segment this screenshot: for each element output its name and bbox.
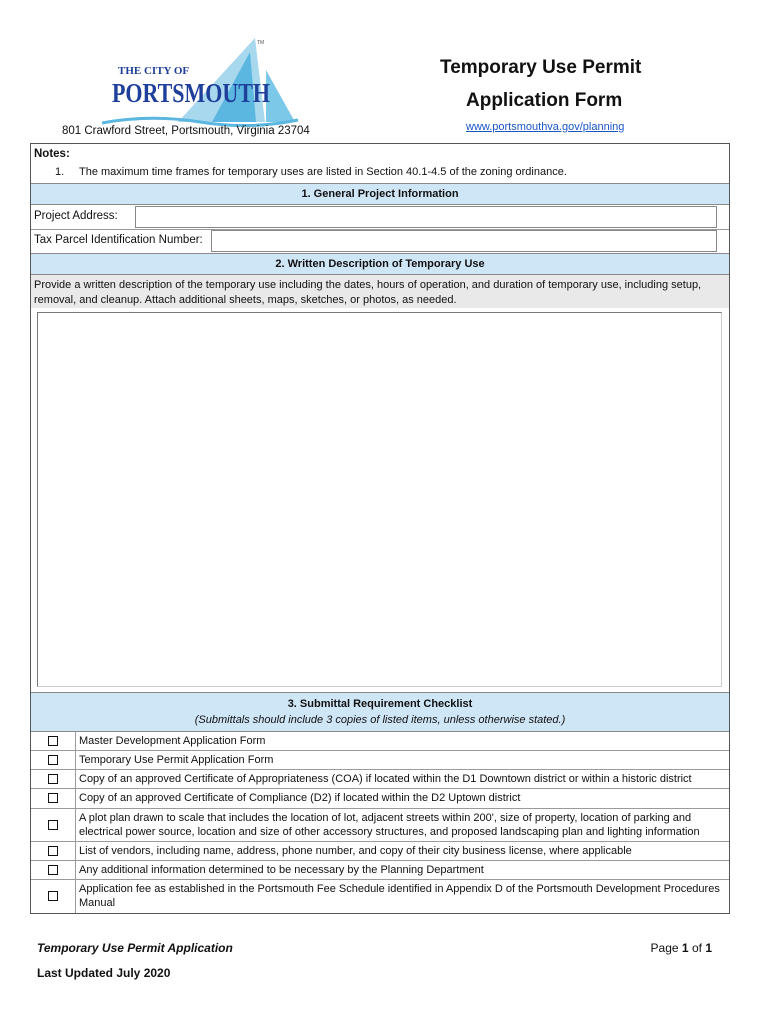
checkbox[interactable] (48, 793, 58, 803)
checklist-item (31, 861, 729, 880)
note-number: 1. (55, 166, 65, 178)
checkbox-cell (31, 842, 76, 860)
checklist-item-text: List of vendors, including name, address, phone number, and copy of their city business license, where applicable (79, 845, 632, 857)
section3-title: 3. Submittal Requirement Checklist (287, 698, 473, 710)
project-address-field[interactable] (135, 206, 717, 228)
checklist-item (31, 732, 729, 751)
checkbox-cell (31, 732, 76, 750)
checklist-item (31, 809, 729, 842)
checkbox[interactable] (48, 865, 58, 875)
checkbox-cell (31, 809, 76, 841)
footer-doc-title: Temporary Use Permit Application (37, 941, 233, 955)
checklist-item (31, 880, 729, 913)
checklist-item (31, 789, 729, 809)
sail-small-icon (266, 70, 295, 122)
page-current: 1 (681, 941, 689, 955)
checkbox-cell (31, 751, 76, 769)
checklist-item-text: Application fee as established in the Portsmouth Fee Schedule identified in Appendix D of the Portsmouth Development Procedures Manual (79, 883, 720, 909)
page-of: of (691, 941, 702, 955)
checklist-item-text: Any additional information determined to be necessary by the Planning Department (79, 864, 484, 876)
city-address: 801 Crawford Street, Portsmouth, Virginia 23704 (62, 125, 310, 137)
footer-updated: Last Updated July 2020 (37, 966, 171, 980)
page-word: Page (650, 941, 679, 955)
checkbox[interactable] (48, 755, 58, 765)
checkbox-cell (31, 770, 76, 788)
checklist-item (31, 751, 729, 770)
page-total: 1 (705, 941, 712, 955)
checkbox[interactable] (48, 846, 58, 856)
checklist (31, 732, 729, 913)
city-logo (100, 30, 300, 130)
logo-main-text: PORTSMOUTH (112, 78, 270, 108)
checkbox-cell (31, 789, 76, 808)
checklist-item-text: Temporary Use Permit Application Form (79, 754, 274, 766)
checklist-item-text: Master Development Application Form (79, 735, 266, 747)
checkbox[interactable] (48, 820, 58, 830)
checkbox[interactable] (48, 736, 58, 746)
logo-top-text: THE CITY OF (118, 65, 190, 77)
checklist-item (31, 770, 729, 789)
logo-tm-text: TM (257, 40, 265, 46)
notes-label: Notes: (34, 148, 70, 160)
checkbox-cell (31, 861, 76, 879)
section1-header: 1. General Project Information (31, 183, 729, 205)
tax-parcel-field[interactable] (211, 230, 717, 252)
checkbox[interactable] (48, 891, 58, 901)
tax-parcel-label: Tax Parcel Identification Number: (34, 234, 203, 246)
checklist-item-text: A plot plan drawn to scale that includes the location of lot, adjacent streets within 200', size of property, location of parking and electrical power source, location and size of other accessory structures, and proposed landscaping plan and lighting information (79, 812, 700, 838)
planning-link[interactable]: www.portsmouthva.gov/planning (466, 121, 625, 133)
section3-subtitle: (Submittals should include 3 copies of listed items, unless otherwise stated.) (194, 714, 566, 726)
checkbox-cell (31, 880, 76, 913)
form-title-line1: Temporary Use Permit (440, 57, 642, 78)
checkbox[interactable] (48, 774, 58, 784)
form-title-line2: Application Form (466, 90, 623, 111)
checklist-item (31, 842, 729, 861)
page-indicator (651, 941, 712, 955)
section3-header (31, 692, 729, 732)
note-text: The maximum time frames for temporary uses are listed in Section 40.1-4.5 of the zoning ordinance. (79, 166, 567, 178)
project-address-label: Project Address: (34, 210, 118, 222)
description-textarea[interactable] (37, 312, 722, 687)
checklist-item-text: Copy of an approved Certificate of Compliance (D2) if located within the D2 Uptown district (79, 792, 521, 804)
section2-header: 2. Written Description of Temporary Use (31, 253, 729, 275)
description-instructions: Provide a written description of the temporary use including the dates, hours of operation, and duration of temporary use, including setup, removal, and cleanup. Attach additional sheets, maps, sketches, or photos, as needed. (31, 275, 729, 308)
checklist-item-text: Copy of an approved Certificate of Appropriateness (COA) if located within the D1 Downtown district or within a historic district (79, 773, 692, 785)
